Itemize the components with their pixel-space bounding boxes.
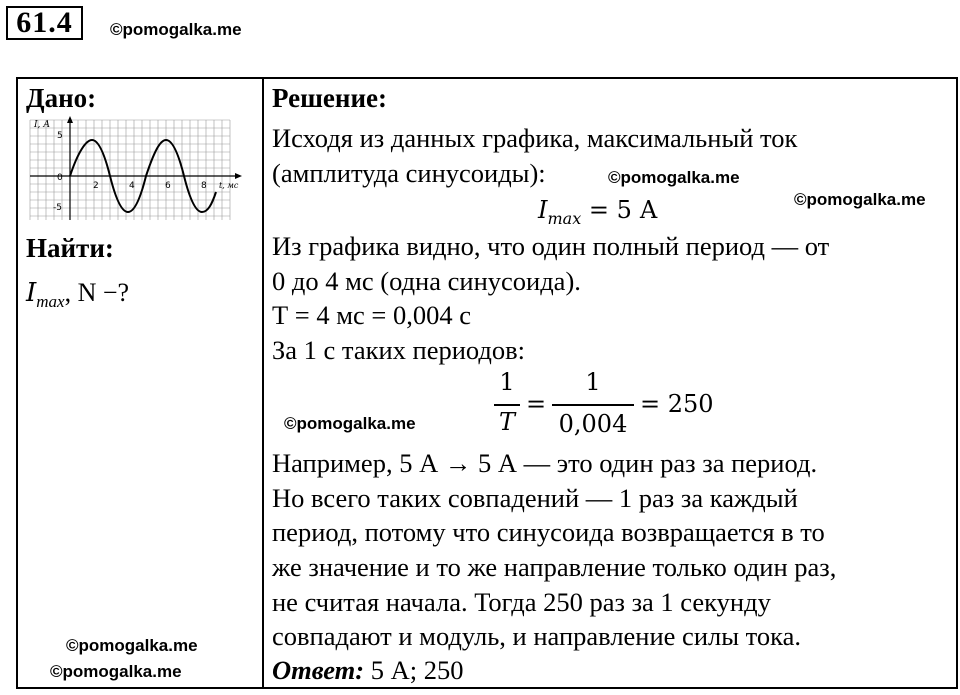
answer-value: 5 А; 250 — [364, 655, 464, 685]
find-var: I — [26, 278, 37, 308]
solution-line-2: (амплитуда синусоиды): — [272, 158, 546, 188]
frac1-bar — [494, 404, 520, 406]
watermark: ©pomogalka.me — [110, 20, 242, 39]
solution-line-10: же значение и то же направление только один раз, — [272, 552, 837, 582]
frac1-numerator: 1 — [499, 368, 515, 396]
solution-line-11: не считая начала. Тогда 250 раз за 1 секунду — [272, 587, 771, 617]
watermark: ©pomogalka.me — [50, 662, 182, 681]
x-tick-4: 4 — [129, 181, 135, 191]
column-divider — [262, 77, 264, 689]
formula-rest: = 5 А — [581, 196, 658, 224]
problem-number: 61.4 — [6, 6, 83, 40]
x-axis-arrow — [235, 173, 242, 179]
x-tick-6: 6 — [165, 181, 171, 191]
solution-line-1: Исходя из данных графика, максимальный ток — [272, 123, 798, 153]
solution-line-7: Например, 5 А → 5 А — это один раз за период. — [272, 448, 818, 478]
solution-line-6: За 1 с таких периодов: — [272, 335, 525, 365]
equals-1: = — [526, 390, 547, 418]
solution-header: Решение: — [272, 83, 387, 113]
watermark: ©pomogalka.me — [794, 190, 926, 209]
solution-line-4: 0 до 4 мс (одна синусоида). — [272, 266, 581, 296]
frac2-numerator: 1 — [585, 368, 601, 396]
current-graph — [26, 116, 251, 223]
solution-line-3: Из графика видно, что один полный период — от — [272, 231, 830, 261]
equals-2: = 250 — [640, 390, 714, 418]
y-axis-label: I, А — [34, 120, 51, 130]
y-tick-minus5: -5 — [53, 203, 62, 213]
formula-var: I — [538, 196, 548, 224]
find-var-sub: max — [36, 292, 65, 312]
find-rest: , N −? — [64, 278, 130, 307]
watermark: ©pomogalka.me — [608, 168, 740, 187]
x-axis-label: t, мс — [219, 181, 239, 190]
x-tick-8: 8 — [201, 181, 207, 191]
given-header: Дано: — [26, 83, 97, 113]
x-tick-2: 2 — [93, 181, 99, 191]
solution-line-12: совпадают и модуль, и направление силы тока. — [272, 621, 801, 651]
solution-line-8: Но всего таких совпадений — 1 раз за каждый — [272, 483, 798, 513]
find-header: Найти: — [26, 233, 114, 263]
y-tick-0: 0 — [57, 173, 63, 183]
formula-var-sub: max — [547, 208, 582, 228]
formula-imax — [538, 196, 658, 228]
frac1-denominator: T — [498, 408, 515, 436]
frac2-bar — [552, 404, 634, 406]
watermark: ©pomogalka.me — [66, 636, 198, 655]
watermark: ©pomogalka.me — [284, 414, 416, 433]
y-axis-arrow — [67, 116, 73, 123]
answer-line — [272, 653, 464, 687]
frac2-denominator: 0,004 — [558, 410, 628, 438]
solution-line-5: Т = 4 мс = 0,004 с — [272, 300, 471, 330]
answer-label: Ответ: — [272, 655, 365, 685]
solution-line-9: период, потому что синусоида возвращается в то — [272, 517, 825, 547]
y-tick-5: 5 — [57, 131, 63, 141]
find-value — [26, 277, 129, 318]
